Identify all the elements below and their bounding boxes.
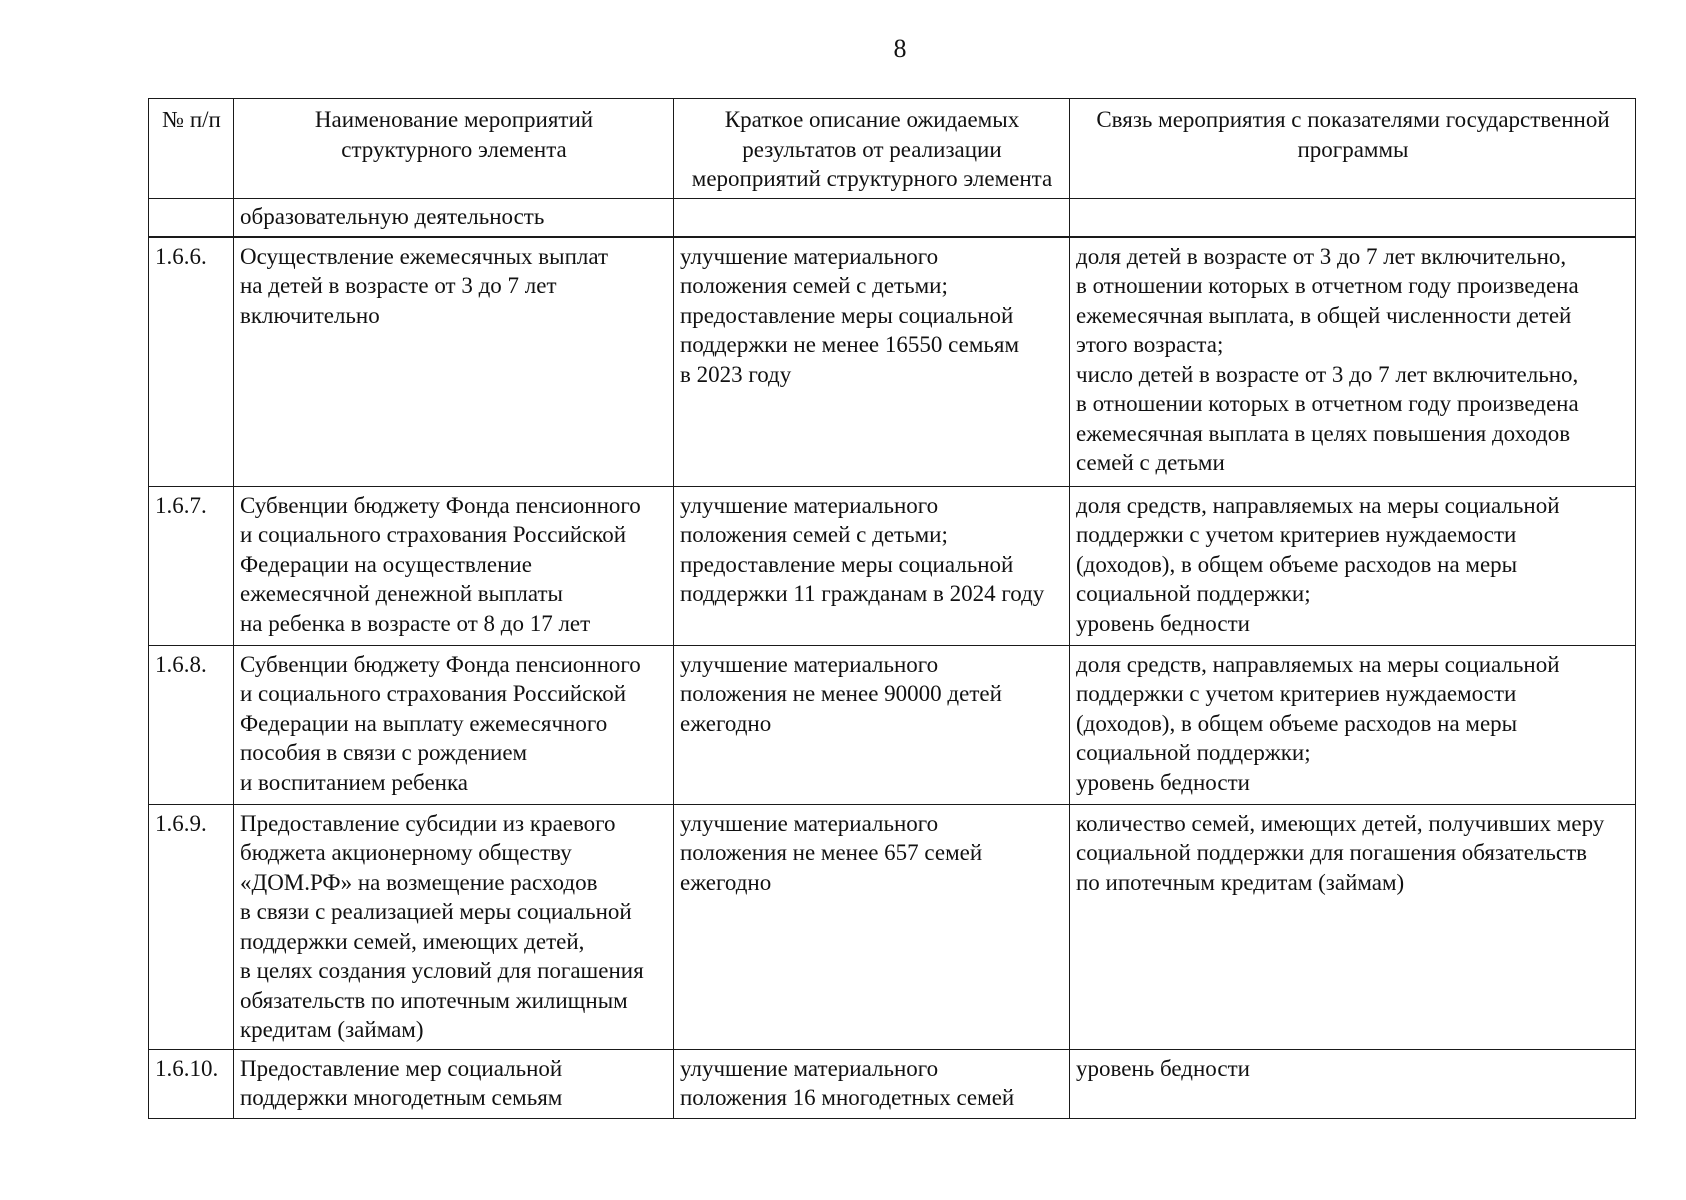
cell-measure-name xyxy=(234,486,674,645)
cell-number xyxy=(149,198,234,237)
header-expected-results xyxy=(674,99,1070,199)
cell-text-line: положения не менее 90000 детей xyxy=(680,681,1002,706)
cell-text-line: в целях создания условий для погашения xyxy=(240,958,644,983)
cell-text-line: образовательную деятельность xyxy=(240,203,545,229)
cell-text-line: Краткое описание ожидаемых xyxy=(724,107,1020,132)
cell-text-line: предоставление меры социальной xyxy=(680,551,1014,577)
cell-text-line: и воспитанием ребенка xyxy=(240,769,468,795)
cell-expected-results xyxy=(674,486,1070,645)
cell-text-line: положения семей с детьми; xyxy=(680,522,948,547)
cell-text-line: поддержки 11 гражданам в 2024 году xyxy=(680,581,1045,606)
header-indicator-link xyxy=(1070,99,1636,199)
cell-indicator-link xyxy=(1070,1049,1636,1118)
cell-measure-name xyxy=(234,198,674,237)
cell-text-line: и социального страхования Российской xyxy=(240,681,627,706)
cell-text-line: доля средств, направляемых на меры социальной xyxy=(1076,651,1560,677)
cell-text-line: число детей в возрасте от 3 до 7 лет включительно, xyxy=(1076,361,1579,387)
table-row-continuation xyxy=(149,198,1636,237)
header-measure-name xyxy=(234,99,674,199)
cell-text-line: результатов от реализации xyxy=(742,136,1002,162)
cell-text-line: поддержки многодетным семьям xyxy=(240,1085,563,1110)
cell-number: 1.6.10. xyxy=(149,1049,234,1118)
cell-text-line: (доходов), в общем объеме расходов на меры xyxy=(1076,551,1518,577)
cell-measure-name xyxy=(234,645,674,804)
cell-text-line: Федерации на осуществление xyxy=(240,551,532,577)
cell-indicator-link xyxy=(1070,486,1636,645)
cell-indicator-link xyxy=(1070,804,1636,1049)
cell-text-line: ежегодно xyxy=(680,710,772,736)
cell-text-line: ежемесячной денежной выплаты xyxy=(240,581,563,606)
cell-measure-name xyxy=(234,1049,674,1118)
table-row xyxy=(149,804,1636,1049)
measures-table xyxy=(148,98,1636,1119)
cell-text-line: улучшение материального xyxy=(680,651,939,677)
cell-number: 1.6.6. xyxy=(149,237,234,487)
cell-text-line: «ДОМ.РФ» на возмещение расходов xyxy=(240,869,598,895)
cell-text-line: Федерации на выплату ежемесячного xyxy=(240,710,608,736)
cell-expected-results xyxy=(674,198,1070,237)
cell-text-line: по ипотечным кредитам (займам) xyxy=(1076,869,1405,895)
cell-text-line: и социального страхования Российской xyxy=(240,522,627,547)
cell-text-line: ежемесячная выплата, в общей численности детей xyxy=(1076,302,1572,328)
cell-text-line: положения не менее 657 семей xyxy=(680,840,983,865)
cell-text-line: структурного элемента xyxy=(341,136,567,162)
table-row xyxy=(149,237,1636,487)
cell-text-line: Предоставление субсидии из краевого xyxy=(240,810,616,836)
page-number: 8 xyxy=(893,34,907,63)
cell-text-line: поддержки семей, имеющих детей, xyxy=(240,928,585,954)
cell-text-line: обязательств по ипотечным жилищным xyxy=(240,987,628,1013)
cell-measure-name xyxy=(234,804,674,1049)
cell-indicator-link xyxy=(1070,645,1636,804)
cell-text-line: Субвенции бюджету Фонда пенсионного xyxy=(240,651,641,677)
cell-text-line: в 2023 году xyxy=(680,361,792,387)
cell-number: 1.6.7. xyxy=(149,486,234,645)
cell-text-line: в отношении которых в отчетном году произведена xyxy=(1076,273,1579,298)
cell-text-line: положения семей с детьми; xyxy=(680,273,948,298)
cell-text-line: социальной поддержки; xyxy=(1076,581,1311,606)
cell-text-line: уровень бедности xyxy=(1076,1055,1250,1081)
cell-text-line: улучшение материального xyxy=(680,492,939,518)
cell-text-line: количество семей, имеющих детей, получивших меру xyxy=(1076,810,1605,836)
cell-text-line: семей с детьми xyxy=(1076,450,1225,475)
cell-text-line: на ребенка в возрасте от 8 до 17 лет xyxy=(240,610,591,636)
cell-text-line: доля детей в возрасте от 3 до 7 лет включительно, xyxy=(1076,243,1567,269)
cell-expected-results xyxy=(674,1049,1070,1118)
cell-text-line: кредитам (займам) xyxy=(240,1017,424,1042)
cell-text-line: поддержки не менее 16550 семьям xyxy=(680,332,1020,357)
cell-text-line: включительно xyxy=(240,302,380,328)
cell-text-line: социальной поддержки; xyxy=(1076,740,1311,765)
cell-text-line: уровень бедности xyxy=(1076,610,1250,636)
cell-text-line: предоставление меры социальной xyxy=(680,302,1014,328)
cell-expected-results xyxy=(674,645,1070,804)
cell-text-line: положения 16 многодетных семей xyxy=(680,1085,1015,1110)
table-row xyxy=(149,486,1636,645)
cell-text-line: ежегодно xyxy=(680,869,772,895)
cell-text-line: улучшение материального xyxy=(680,810,939,836)
cell-text-line: программы xyxy=(1297,136,1409,162)
table-header-row xyxy=(149,99,1636,199)
cell-text-line: в отношении которых в отчетном году произведена xyxy=(1076,391,1579,416)
cell-measure-name xyxy=(234,237,674,487)
cell-text-line: бюджета акционерному обществу xyxy=(240,840,572,865)
cell-text-line: этого возраста; xyxy=(1076,332,1224,357)
cell-text-line: улучшение материального xyxy=(680,243,939,269)
cell-text-line: ежемесячная выплата в целях повышения доходов xyxy=(1076,420,1571,446)
cell-text-line: социальной поддержки для погашения обязательств xyxy=(1076,840,1588,865)
cell-indicator-link xyxy=(1070,198,1636,237)
cell-number: 1.6.8. xyxy=(149,645,234,804)
cell-text-line: уровень бедности xyxy=(1076,769,1250,795)
cell-text-line: на детей в возрасте от 3 до 7 лет xyxy=(240,273,557,298)
cell-text-line: Субвенции бюджету Фонда пенсионного xyxy=(240,492,641,518)
table-row xyxy=(149,645,1636,804)
cell-text-line: в связи с реализацией меры социальной xyxy=(240,899,632,924)
cell-indicator-link xyxy=(1070,237,1636,487)
cell-text-line: улучшение материального xyxy=(680,1055,939,1081)
cell-text-line: Предоставление мер социальной xyxy=(240,1055,563,1081)
cell-expected-results xyxy=(674,804,1070,1049)
cell-text-line: пособия в связи с рождением xyxy=(240,740,528,765)
cell-text-line: поддержки с учетом критериев нуждаемости xyxy=(1076,522,1517,547)
header-number xyxy=(149,99,234,199)
cell-text-line: Наименование мероприятий xyxy=(314,107,594,132)
cell-text-line: доля средств, направляемых на меры социальной xyxy=(1076,492,1560,518)
cell-expected-results xyxy=(674,237,1070,487)
cell-text-line: № п/п xyxy=(162,107,221,132)
cell-text-line: Осуществление ежемесячных выплат xyxy=(240,243,609,269)
table-row xyxy=(149,1049,1636,1118)
cell-text-line: Связь мероприятия с показателями государственной xyxy=(1096,107,1610,132)
cell-text-line: поддержки с учетом критериев нуждаемости xyxy=(1076,681,1517,706)
cell-text-line: мероприятий структурного элемента xyxy=(691,166,1053,191)
cell-number: 1.6.9. xyxy=(149,804,234,1049)
cell-text-line: (доходов), в общем объеме расходов на меры xyxy=(1076,710,1518,736)
